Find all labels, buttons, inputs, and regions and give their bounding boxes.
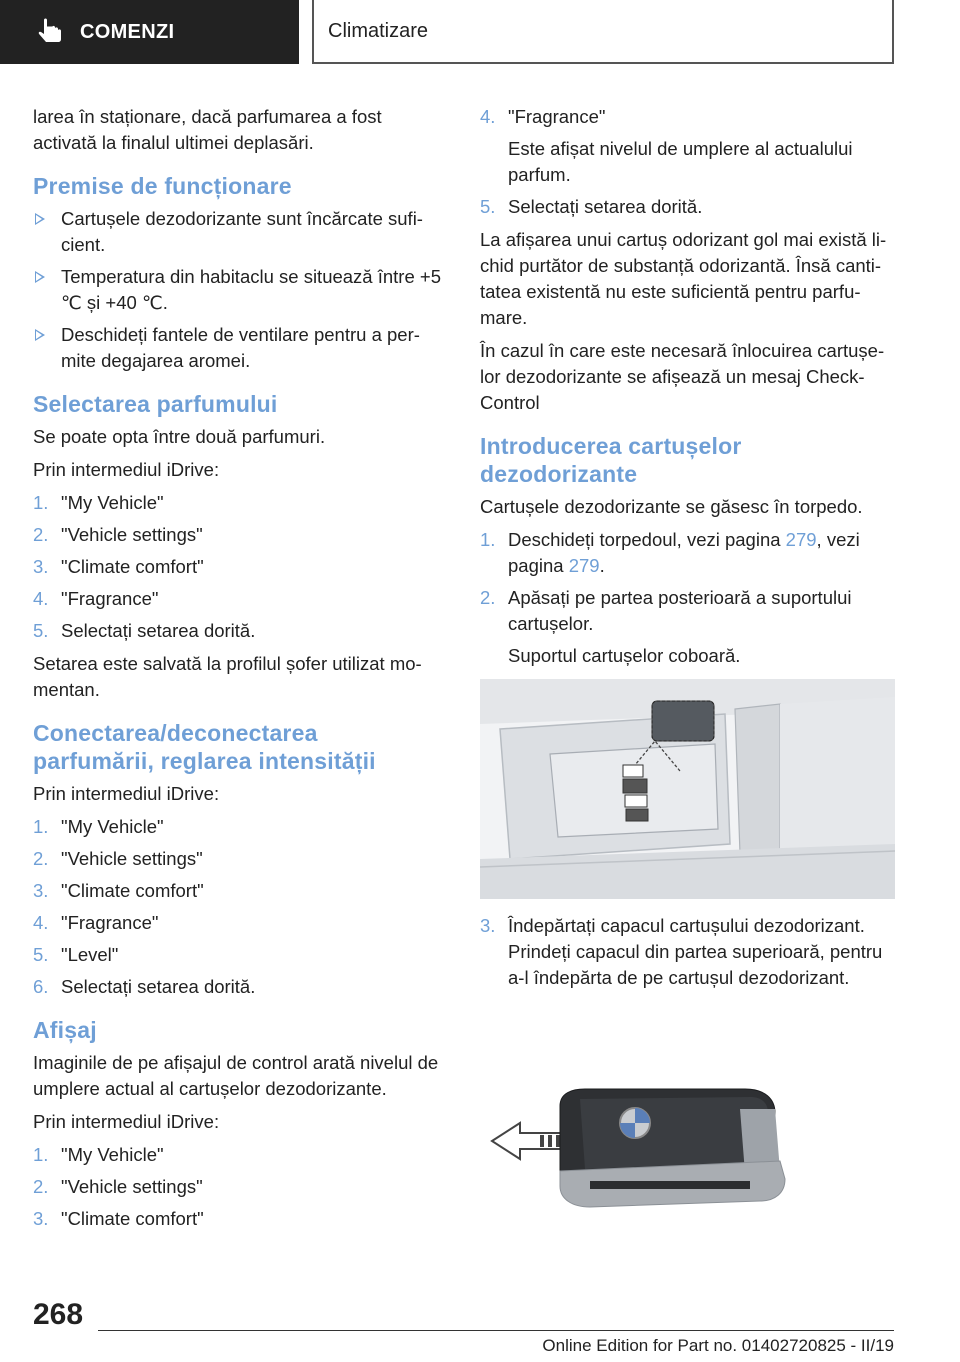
paragraph: Prin intermediul iDrive: (33, 783, 220, 804)
list-item: 5. Selectați setarea dorită. (33, 620, 256, 641)
list-item: 1. "My Vehicle" (33, 492, 164, 513)
right-column (480, 104, 895, 1211)
list-item: 4. "Fragrance" (33, 588, 159, 609)
chapter-title: Climatizare (328, 19, 429, 42)
glovebox-illustration (480, 679, 895, 899)
heading-toggle-intensity: Conectarea/deconectarea parfumării, reglarea intensității (33, 720, 376, 774)
edition-note: Online Edition for Part no. 01402720825 - II/19 (542, 1336, 894, 1355)
page-header (0, 0, 960, 66)
page-link[interactable]: 279 (568, 555, 600, 576)
paragraph: Imaginile de pe afișajul de control arată nivelul de umplere actual al cartușelor dezodorizante. (33, 1052, 439, 1099)
bullet-triangle-icon (35, 213, 45, 225)
steps-list (33, 490, 445, 644)
left-column (33, 104, 445, 1239)
steps-list (480, 913, 895, 991)
list-item: Cartușele dezodorizante sunt încărcate sufi-cient. (33, 206, 445, 258)
section-tab (0, 0, 299, 64)
bullet-triangle-icon (35, 329, 45, 341)
list-item: 1. "My Vehicle" (33, 1144, 164, 1165)
page-number: 268 (33, 1298, 84, 1331)
list-item: 2. "Vehicle settings" (33, 524, 203, 545)
list-item: 1. "My Vehicle" (33, 816, 164, 837)
intro-paragraph: larea în staționare, dacă parfumarea a fost activată la finalul ultimei deplasări. (33, 106, 382, 153)
paragraph: În cazul în care este necesară înlocuirea cartușe-lor dezodorizante se afișează un mesaj Check-Control (480, 340, 885, 413)
steps-list (480, 527, 895, 669)
paragraph: Prin intermediul iDrive: (33, 1111, 220, 1132)
list-item: 3. "Climate comfort" (33, 880, 204, 901)
list-item: 3. "Climate comfort" (33, 556, 204, 577)
list-item: 6. Selectați setarea dorită. (33, 976, 256, 997)
heading-insert-cartridges: Introducerea cartușelor dezodorizante (480, 433, 742, 487)
paragraph: Cartușele dezodorizante se găsesc în torpedo. (480, 496, 863, 517)
list-item: 3. Îndepărtați capacul cartușului dezodorizant. Prindeți capacul din partea superioară, pentru a-l îndepărta de pe cartușul dezodorizant. (480, 915, 883, 988)
chapter-tab (312, 0, 894, 64)
paragraph: Setarea este salvată la profilul șofer utilizat mo-mentan. (33, 653, 422, 700)
steps-list (480, 104, 895, 220)
heading-select-fragrance: Selectarea parfumului (33, 391, 278, 417)
pointing-hand-icon (36, 17, 66, 47)
list-item: 5. "Level" (33, 944, 119, 965)
list-item: 2. Apăsați pe partea posterioară a suportului cartușelor. Suportul cartușelor coboară. (480, 587, 852, 666)
footer-divider (98, 1330, 894, 1331)
list-item: 1. Deschideți torpedoul, vezi pagina 279, vezi pagina 279. (480, 529, 860, 576)
heading-prerequisites: Premise de funcționare (33, 173, 292, 199)
list-item: 3. "Climate comfort" (33, 1208, 204, 1229)
steps-list (33, 1142, 445, 1232)
page-link[interactable]: 279 (785, 529, 817, 550)
list-item: 5. Selectați setarea dorită. (480, 196, 703, 217)
prerequisites-list (33, 206, 445, 374)
section-label: COMENZI (80, 20, 175, 43)
list-item: 2. "Vehicle settings" (33, 848, 203, 869)
paragraph: Prin intermediul iDrive: (33, 459, 220, 480)
paragraph: La afișarea unui cartuș odorizant gol mai există li-chid purtător de substanță odorizantă. Însă canti-tatea existentă nu este suficientă pentru parfu-mare. (480, 229, 887, 328)
list-item: 2. "Vehicle settings" (33, 1176, 203, 1197)
steps-list (33, 814, 445, 1000)
cartridge-drawing (480, 1031, 895, 1211)
list-item: Temperatura din habitaclu se situează între +5 ℃ și +40 ℃. (33, 264, 445, 316)
glovebox-drawing (480, 679, 895, 899)
cartridge-illustration (480, 1031, 895, 1211)
bullet-triangle-icon (35, 271, 45, 283)
list-item: 4. "Fragrance" Este afișat nivelul de umplere al actualului parfum. (480, 106, 853, 185)
list-item: Deschideți fantele de ventilare pentru a per-mite degajarea aromei. (33, 322, 445, 374)
list-item: 4. "Fragrance" (33, 912, 159, 933)
paragraph: Se poate opta între două parfumuri. (33, 426, 326, 447)
heading-display: Afișaj (33, 1017, 97, 1043)
